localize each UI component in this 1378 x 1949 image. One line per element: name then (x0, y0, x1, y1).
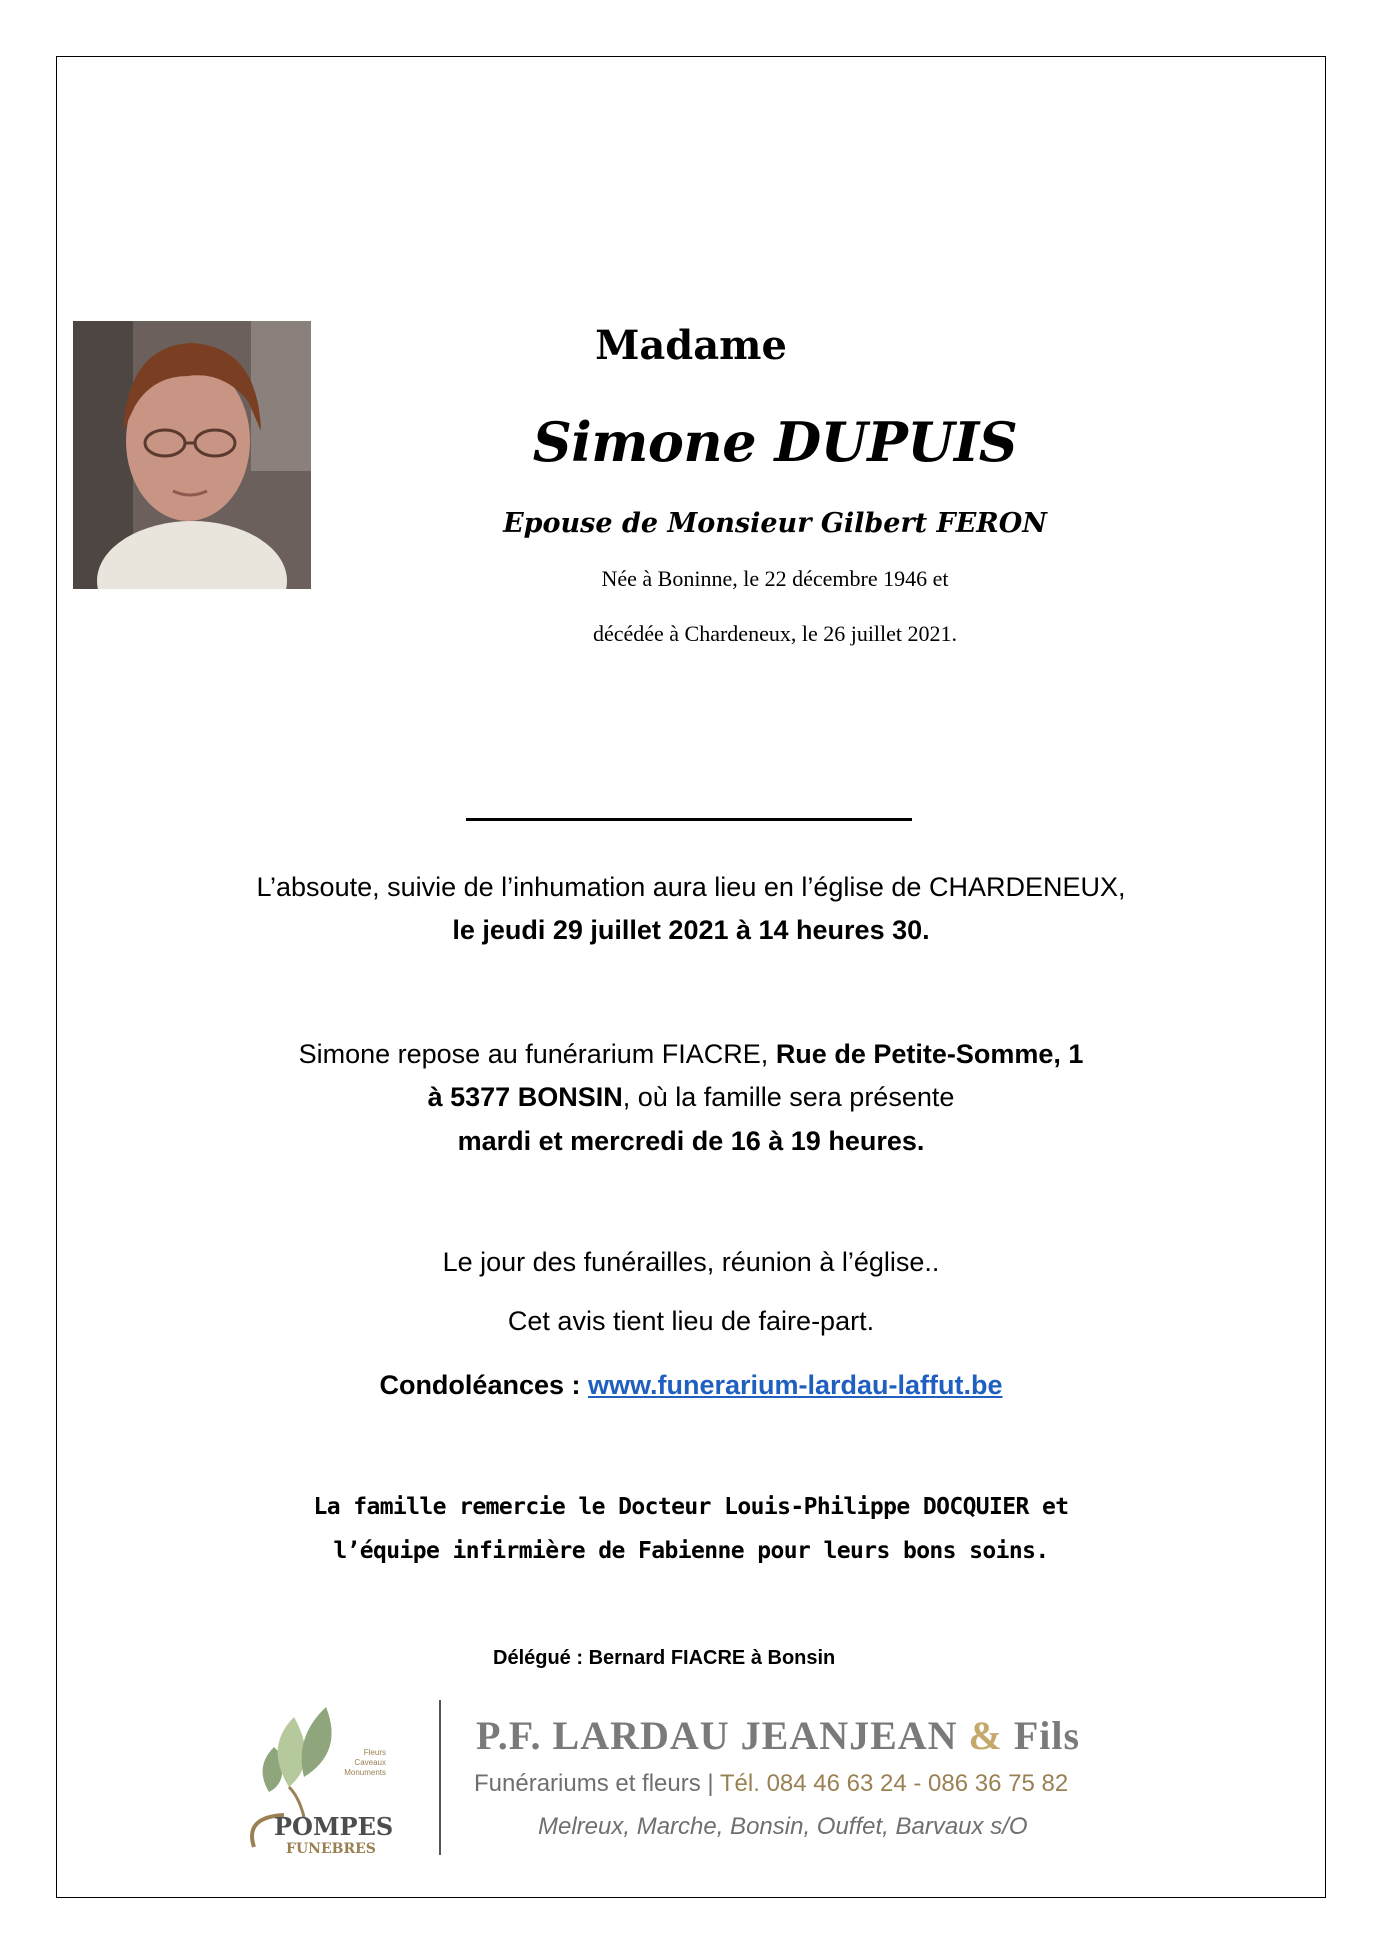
repose-city: à 5377 BONSIN (427, 1082, 623, 1112)
faire-part-line: Cet avis tient lieu de faire-part. (507, 1306, 875, 1336)
brand-ampersand: & (968, 1713, 1003, 1758)
logo-small-2: Caveaux (354, 1758, 386, 1767)
repose-presence: , où la famille sera présente (622, 1082, 955, 1112)
death-line: décédée à Chardeneux, le 26 juillet 2021. (592, 621, 958, 646)
deceased-name: Simone DUPUIS (532, 410, 1018, 474)
brand-suffix: Fils (1002, 1713, 1081, 1758)
brand-subline (474, 1770, 1068, 1798)
repose-street: Rue de Petite-Somme, 1 (775, 1039, 1084, 1069)
repose-text: Simone repose au funérarium FIACRE, (298, 1039, 776, 1069)
logo-small-3: Monuments (344, 1768, 386, 1777)
repose-line-2 (56, 1082, 1326, 1113)
ceremony-line-1: L’absoute, suivie de l’inhumation aura lieu en l’église de CHARDENEUX, (256, 872, 1126, 902)
divider (466, 818, 912, 821)
footer-divider (439, 1700, 441, 1855)
brand-services: Funérariums et fleurs | (474, 1770, 714, 1797)
condolences-label: Condoléances : (379, 1370, 588, 1400)
brand-name (476, 1712, 1080, 1759)
brand-locations: Melreux, Marche, Bonsin, Ouffet, Barvaux s/O (538, 1813, 1028, 1840)
delegate-line: Délégué : Bernard FIACRE à Bonsin (493, 1647, 836, 1669)
thanks-line-2: l’équipe infirmière de Fabienne pour leurs bons soins. (333, 1538, 1049, 1564)
logo-main-1: POMPES (274, 1812, 394, 1841)
visiting-hours: mardi et mercredi de 16 à 19 heures. (457, 1126, 925, 1156)
logo-small-1: Fleurs (363, 1748, 386, 1757)
honorific: Madame (595, 322, 787, 369)
repose-line-1 (56, 1039, 1326, 1070)
birth-line: Née à Boninne, le 22 décembre 1946 et (601, 566, 949, 591)
ceremony-date: le jeudi 29 juillet 2021 à 14 heures 30. (452, 915, 930, 945)
reunion-line: Le jour des funérailles, réunion à l’église.. (442, 1247, 940, 1277)
condolences-link[interactable]: www.funerarium-lardau-laffut.be (588, 1370, 1003, 1400)
spouse-line: Epouse de Monsieur Gilbert FERON (503, 508, 1047, 539)
brand-main: P.F. LARDAU JEANJEAN (476, 1713, 969, 1758)
logo-main-2: FUNEBRES (286, 1841, 376, 1855)
pompes-funebres-logo (234, 1707, 426, 1855)
brand-phone: Tél. 084 46 63 24 - 086 36 75 82 (719, 1770, 1069, 1797)
thanks-line-1: La famille remercie le Docteur Louis-Philippe DOCQUIER et (313, 1494, 1069, 1520)
condolences-line (56, 1370, 1326, 1401)
